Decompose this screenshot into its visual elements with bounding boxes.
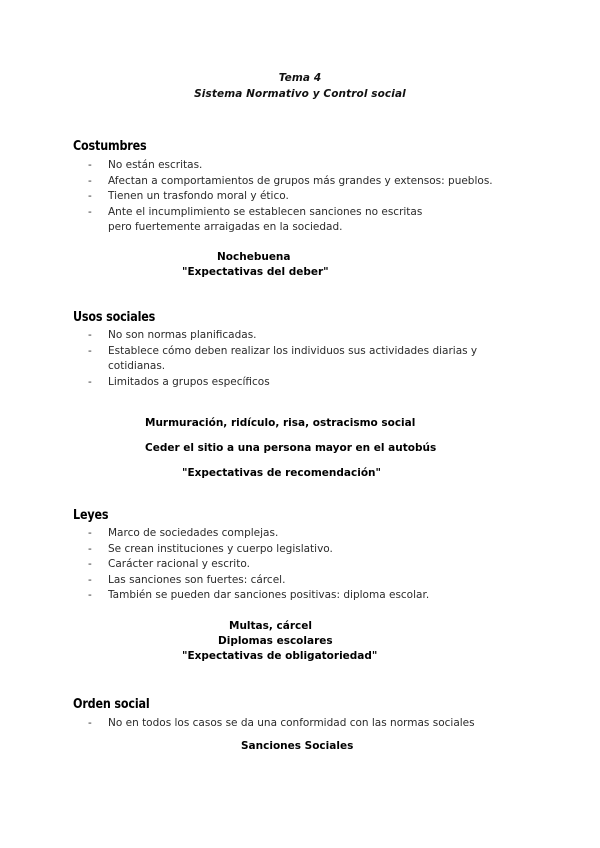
note-expectativas-deber: "Expectativas del deber"	[182, 266, 329, 278]
note-expectativas-recomendacion: "Expectativas de recomendación"	[182, 467, 381, 479]
document-title: Tema 4	[278, 72, 322, 84]
bullet-marker: -	[88, 190, 92, 203]
bullet-marker: -	[88, 329, 92, 341]
section-heading-leyes: Leyes	[73, 508, 109, 523]
list-item: - Carácter racional y escrito.	[88, 557, 518, 573]
list-item: - Las sanciones son fuertes: cárcel.	[88, 573, 518, 589]
bullet-marker: -	[88, 375, 92, 388]
bullet-marker: -	[88, 573, 92, 586]
bullet-marker: -	[88, 542, 92, 555]
bullet-marker: -	[88, 589, 92, 602]
bullet-marker: -	[88, 558, 92, 571]
orden-social-list	[88, 716, 568, 732]
list-item: - No en todos los casos se da una conformidad con las normas sociales	[88, 716, 568, 732]
bullet-marker: -	[88, 174, 92, 187]
list-item: - También se pueden dar sanciones positivas: diploma escolar.	[88, 588, 518, 604]
list-item: - No están escritas.	[88, 158, 518, 174]
note-murmuracion: Murmuración, ridículo, risa, ostracismo social	[145, 417, 416, 429]
note-diplomas: Diplomas escolares	[218, 635, 333, 647]
list-item: - Ante el incumplimiento se establecen sanciones no escritas pero fuertemente arraigadas en la sociedad.	[88, 205, 423, 234]
list-item: - Tienen un trasfondo moral y ético.	[88, 189, 518, 205]
bullet-marker: -	[88, 344, 92, 357]
note-ceder-sitio: Ceder el sitio a una persona mayor en el autobús	[145, 442, 437, 454]
document-subtitle: Sistema Normativo y Control social	[194, 88, 406, 100]
list-item: - Se crean instituciones y cuerpo legislativo.	[88, 542, 518, 558]
list-item: - No son normas planificadas.	[88, 328, 518, 344]
section-heading-costumbres: Costumbres	[73, 139, 147, 154]
section-heading-orden-social: Orden social	[73, 697, 150, 712]
usos-sociales-list	[88, 328, 518, 390]
list-item: - Limitados a grupos específicos	[88, 375, 518, 391]
list-item: - Marco de sociedades complejas.	[88, 526, 518, 542]
note-multas: Multas, cárcel	[229, 620, 312, 632]
note-nochebuena: Nochebuena	[217, 251, 291, 263]
list-item: - Afectan a comportamientos de grupos más grandes y extensos: pueblos.	[88, 174, 518, 190]
bullet-marker: -	[88, 527, 92, 539]
section-heading-usos-sociales: Usos sociales	[73, 310, 156, 325]
note-sanciones-sociales: Sanciones Sociales	[241, 740, 354, 752]
costumbres-list	[88, 158, 518, 236]
bullet-marker: -	[88, 205, 92, 218]
bullet-marker: -	[88, 717, 92, 729]
note-expectativas-obligatoriedad: "Expectativas de obligatoriedad"	[182, 650, 378, 662]
list-item: - Establece cómo deben realizar los individuos sus actividades diarias y cotidianas.	[88, 344, 478, 373]
leyes-list	[88, 526, 518, 604]
bullet-marker: -	[88, 159, 92, 171]
